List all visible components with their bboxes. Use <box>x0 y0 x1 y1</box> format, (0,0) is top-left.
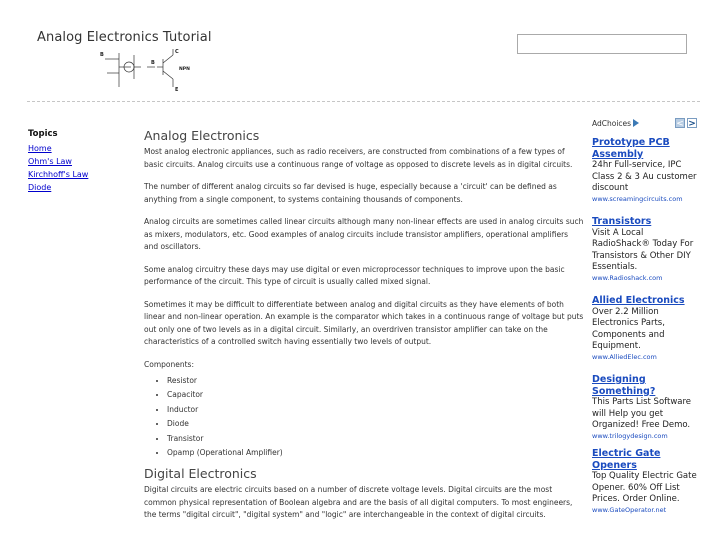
paragraph-3: Analog circuits are sometimes called linear circuits although many non-linear effects are used in analog circuits such as mixers, modulators, etc. Good examples of analog circuits include transistor amplifiers, operational amplifiers and oscillators. <box>144 217 584 251</box>
logo-label-e: E <box>175 87 179 93</box>
paragraph-1: Most analog electronic appliances, such as radio receivers, are constructed from combinations of a few types of basic circuits. Analog circuits use a continuous range of voltage as opposed to discrete levels as in digital circuits. <box>144 147 573 169</box>
ad-next-button[interactable]: > <box>688 119 696 129</box>
ad-url[interactable]: www.screamingcircuits.com <box>592 194 683 203</box>
logo-label-c: C <box>175 49 179 55</box>
site-title: Analog Electronics Tutorial <box>37 30 212 45</box>
ad-url[interactable]: www.AlliedElec.com <box>592 352 657 361</box>
paragraph-2: The number of different analog circuits so far devised is huge, especially because a 'circuit' can be defined as anything from a single component, to systems containing thousands of components. <box>144 182 557 204</box>
ad-headline[interactable]: Designing Something? <box>592 374 656 397</box>
ad-item <box>592 137 700 204</box>
ad-item <box>592 295 700 362</box>
ad-body: 24hr Full-service, IPC Class 2 & 3 Au customer discount <box>592 160 697 193</box>
sidebar-link-diode[interactable]: Diode <box>28 183 52 192</box>
ad-body: This Parts List Software will Help you get Organized! Free Demo. <box>592 397 692 430</box>
paragraph-5: Sometimes it may be difficult to differentiate between analog and digital circuits as they have elements of both linear and non-linear operation. An example is the comparator which takes in a continuous range of voltage but puts out only one of two levels as in a digital circuit. Similarly, an overdriven transistor amplifier can take on the characteristics of a controlled switch having essentially two levels of output. <box>144 299 584 346</box>
list-item: • Capacitor <box>167 388 584 402</box>
list-item: • Diode <box>167 417 584 431</box>
components-list <box>144 374 584 460</box>
ad-item <box>592 216 700 283</box>
section-title-analog: Analog Electronics <box>144 128 260 143</box>
digital-paragraph: Digital circuits are electric circuits based on a number of discrete voltage levels. Digital circuits are the most common physical representation of Boolean algebra and are the basis of all digital computers. To most engineers, the terms "digital circuit", "digital system" and "logic" are interchangeable in the context of digital circuits. <box>144 485 573 520</box>
ad-item <box>592 448 700 515</box>
adchoices-label: AdChoices <box>592 119 632 128</box>
list-item: • Inductor <box>167 403 584 417</box>
sidebar-link-home[interactable]: Home <box>28 144 52 153</box>
header-divider <box>27 101 700 102</box>
ad-body: Top Quality Electric Gate Opener. 60% Off List Prices. Order Online. <box>592 471 697 504</box>
logo-label-b1: B <box>100 52 104 58</box>
ad-prev-button[interactable]: < <box>676 119 684 129</box>
ad-headline[interactable]: Allied Electronics <box>592 295 685 306</box>
adchoices[interactable] <box>592 119 639 128</box>
ad-headline[interactable]: Transistors <box>592 216 652 227</box>
sidebar-link-ohms-law[interactable]: Ohm's Law <box>28 157 72 166</box>
ad-url[interactable]: www.GateOperator.net <box>592 505 667 514</box>
list-item: • Opamp (Operational Amplifier) <box>167 446 584 460</box>
sidebar-heading: Topics <box>28 129 58 139</box>
list-item: • Transistor <box>167 432 584 446</box>
search-input[interactable] <box>517 34 687 54</box>
adchoices-icon <box>633 119 639 127</box>
logo-label-b2: B <box>151 60 155 66</box>
main-content <box>144 128 584 532</box>
ad-body: Visit A Local RadioShack® Today For Transistors & Other DIY Essentials. <box>592 227 694 272</box>
list-item: • Resistor <box>167 374 584 388</box>
section-title-digital: Digital Electronics <box>144 466 257 482</box>
logo-label-npn: NPN <box>179 67 190 72</box>
transistor-logo-icon <box>97 47 197 95</box>
components-label: Components: <box>144 359 194 369</box>
ad-url[interactable]: www.trilogydesign.com <box>592 431 668 440</box>
sidebar <box>28 129 128 194</box>
ad-url[interactable]: www.Radioshack.com <box>592 273 663 282</box>
ad-headline[interactable]: Prototype PCB Assembly <box>592 137 670 160</box>
paragraph-4: Some analog circuitry these days may use digital or even microprocessor techniques to improve upon the basic performance of the circuit. This type of circuit is usually called mixed signal. <box>144 264 565 286</box>
sidebar-link-kirchhoffs-law[interactable]: Kirchhoff's Law <box>28 170 89 179</box>
ad-body: Over 2.2 Million Electronics Parts, Components and Equipment. <box>592 306 665 351</box>
ad-item <box>592 374 700 441</box>
ad-headline[interactable]: Electric Gate Openers <box>592 448 661 471</box>
